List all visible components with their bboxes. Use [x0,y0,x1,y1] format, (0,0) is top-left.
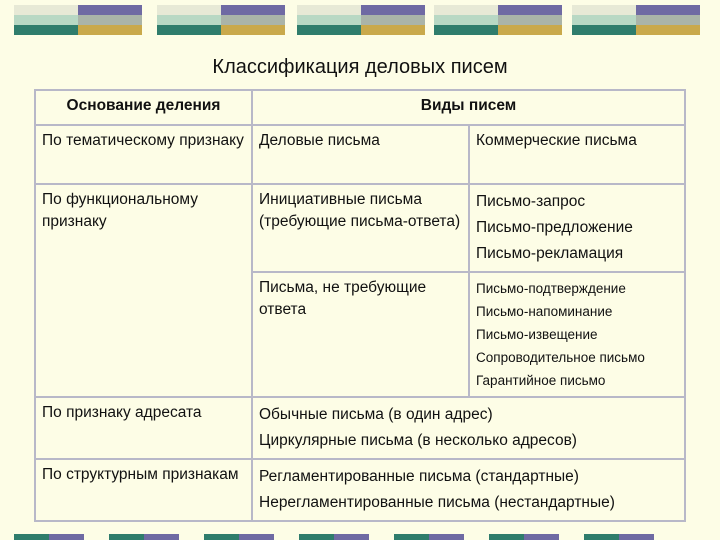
classification-table [34,89,686,522]
header-basis: Основание деления [35,90,252,125]
basis-structural: По структурным признакам [35,459,252,521]
deco-block [14,5,142,35]
type-initiative: Инициативные письма (требующие письма-ответа) [252,184,469,272]
list-item: Нерегламентированные письма (нестандартные) [259,494,615,511]
table-row [35,459,685,521]
deco-block [157,5,285,35]
top-decoration [14,5,714,35]
initiative-list [469,184,685,272]
type-no-reply: Письма, не требующие ответа [252,272,469,397]
table-row [35,184,685,272]
table-row [35,397,685,459]
table-row [35,125,685,184]
deco-block [434,5,562,35]
header-types: Виды писем [252,90,685,125]
type-business: Деловые письма [252,125,469,184]
basis-functional: По функциональному признаку [35,184,252,397]
basis-thematic: По тематическому признаку [35,125,252,184]
bottom-decoration [14,534,714,540]
list-item: Письмо-подтверждение [476,281,626,296]
list-item: Регламентированные письма (стандартные) [259,468,579,485]
list-item: Обычные письма (в один адрес) [259,406,493,423]
no-reply-list [469,272,685,397]
list-item: Циркулярные письма (в несколько адресов) [259,432,577,449]
list-item: Письмо-извещение [476,327,598,342]
addressee-list [252,397,685,459]
structural-list [252,459,685,521]
type-commercial: Коммерческие письма [469,125,685,184]
list-item: Письмо-напоминание [476,304,613,319]
list-item: Письмо-рекламация [476,245,624,262]
deco-block [297,5,425,35]
list-item: Сопроводительное письмо [476,350,645,365]
list-item: Гарантийное письмо [476,373,606,388]
list-item: Письмо-запрос [476,193,586,210]
basis-addressee: По признаку адресата [35,397,252,459]
deco-block [572,5,700,35]
list-item: Письмо-предложение [476,219,633,236]
table-header-row [35,90,685,125]
page-title: Классификация деловых писем [212,56,508,78]
